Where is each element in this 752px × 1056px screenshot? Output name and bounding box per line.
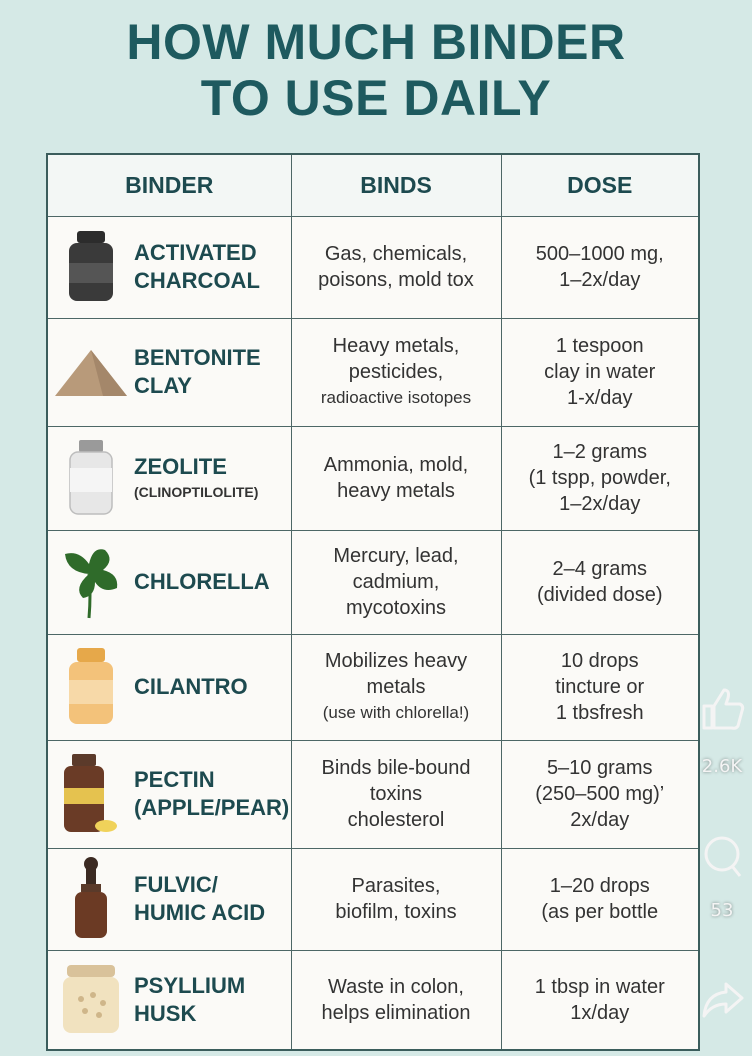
title-line-1: HOW MUCH BINDER xyxy=(126,14,626,70)
table-header-row xyxy=(47,154,699,216)
binds-cell: Gas, chemicals, poisons, mold tox xyxy=(291,216,501,318)
table-row xyxy=(47,318,699,426)
comment-button[interactable] xyxy=(700,834,746,880)
header-binds: BINDS xyxy=(291,154,501,216)
dose-cell: 1 tespoon clay in water 1-x/day xyxy=(501,318,699,426)
table-row xyxy=(47,740,699,848)
comment-count: 53 xyxy=(710,900,734,921)
charcoal-jar-icon xyxy=(48,222,134,312)
dose-cell: 1–20 drops (as per bottle xyxy=(501,848,699,950)
table-row xyxy=(47,216,699,318)
comment-icon xyxy=(700,834,746,880)
dose-cell: 2–4 grams (divided dose) xyxy=(501,530,699,634)
dropper-bottle-icon xyxy=(48,854,134,944)
share-button[interactable] xyxy=(700,976,746,1022)
dose-cell: 5–10 grams (250–500 mg)’ 2x/day xyxy=(501,740,699,848)
table-row xyxy=(47,530,699,634)
dose-cell: 500–1000 mg, 1–2x/day xyxy=(501,216,699,318)
binds-cell: Parasites, biofilm, toxins xyxy=(291,848,501,950)
table-row xyxy=(47,426,699,530)
binds-cell: Ammonia, mold, heavy metals xyxy=(291,426,501,530)
page-title xyxy=(0,14,752,126)
binder-name: PSYLLIUM HUSK xyxy=(134,972,246,1026)
like-count: 2.6K xyxy=(701,756,743,777)
binder-name: ZEOLITE (CLINOPTILOLITE) xyxy=(134,453,258,503)
dose-cell: 1–2 grams (1 tspp, powder, 1–2x/day xyxy=(501,426,699,530)
supplement-bottle-icon xyxy=(48,642,134,732)
share-icon xyxy=(700,976,746,1022)
leaf-icon xyxy=(48,537,134,627)
title-line-2: TO USE DAILY xyxy=(200,70,552,126)
binder-name: CILANTRO xyxy=(134,674,248,699)
binds-cell: Heavy metals, pesticides, radioactive isotopes xyxy=(291,318,501,426)
binder-name: PECTIN (APPLE/PEAR) xyxy=(134,767,290,820)
binder-table xyxy=(46,153,700,1051)
binder-subname: (CLINOPTILOLITE) xyxy=(134,484,259,500)
header-dose: DOSE xyxy=(501,154,699,216)
binder-name: BENTONITE CLAY xyxy=(134,345,261,398)
table-row xyxy=(47,848,699,950)
pill-bottle-icon xyxy=(48,749,134,839)
zeolite-bottle-icon xyxy=(48,433,134,523)
dose-cell: 10 drops tincture or 1 tbsfresh xyxy=(501,634,699,740)
dose-cell: 1 tbsp in water 1x/day xyxy=(501,950,699,1050)
clay-pile-icon xyxy=(48,327,134,417)
like-button[interactable] xyxy=(698,684,746,732)
binder-name: ACTIVATED CHARCOAL xyxy=(134,240,260,293)
header-binder: BINDER xyxy=(47,154,291,216)
binder-name: CHLORELLA xyxy=(134,569,270,594)
table-row xyxy=(47,634,699,740)
binder-name: FULVIC/ HUMIC ACID xyxy=(134,872,266,925)
binds-cell: Binds bile-bound toxins cholesterol xyxy=(291,740,501,848)
binds-cell: Mobilizes heavy metals (use with chlorella!) xyxy=(291,634,501,740)
psyllium-jar-icon xyxy=(48,955,134,1045)
table-row xyxy=(47,950,699,1050)
binds-cell: Waste in colon, helps elimination xyxy=(291,950,501,1050)
thumbs-up-icon xyxy=(698,684,746,732)
binds-cell: Mercury, lead, cadmium, mycotoxins xyxy=(291,530,501,634)
